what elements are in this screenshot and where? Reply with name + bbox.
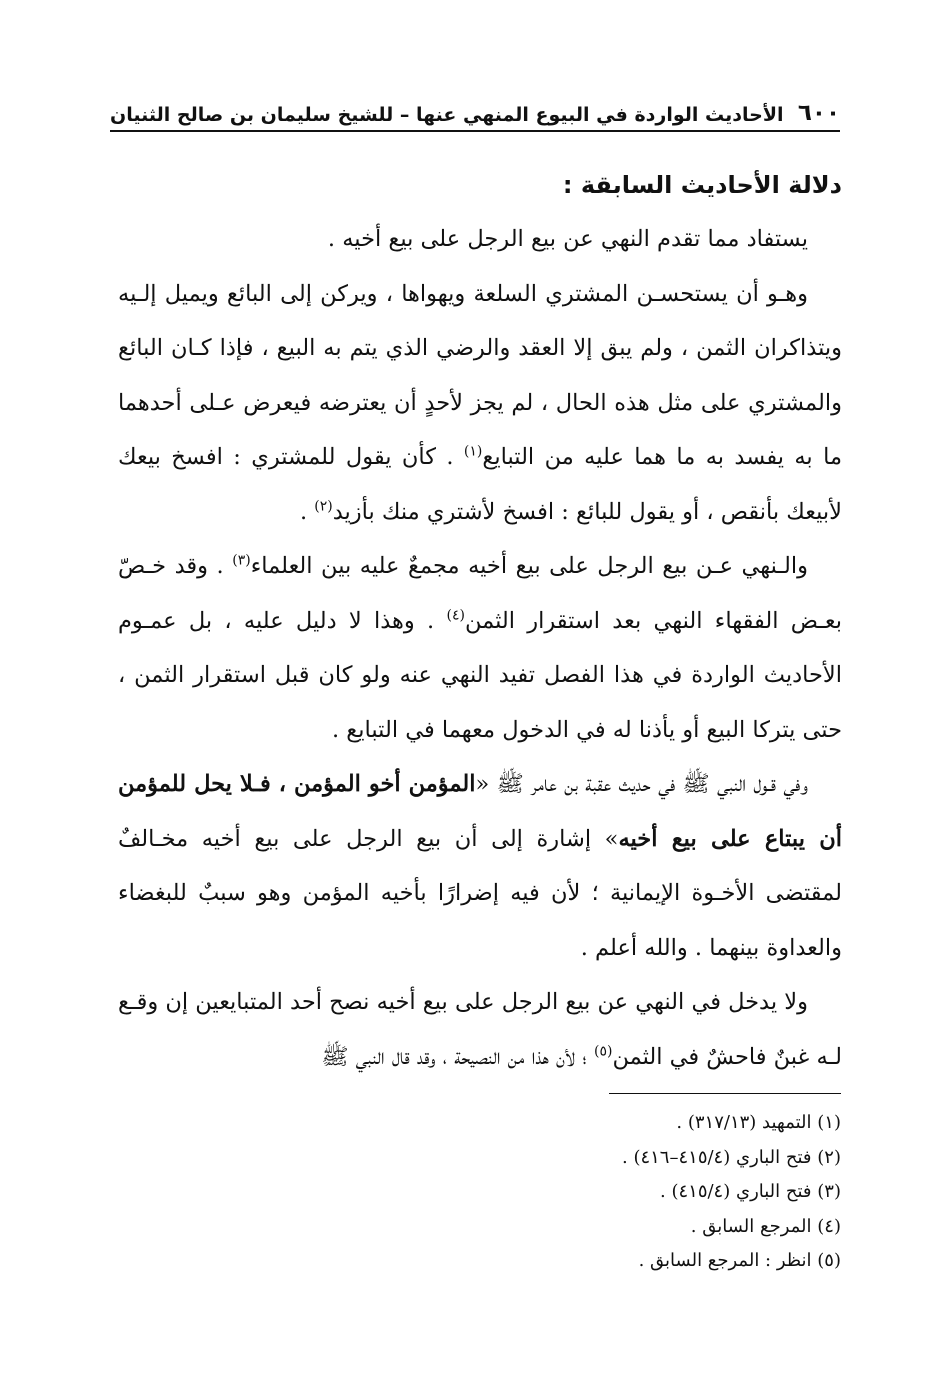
paragraph-3: [118, 539, 842, 757]
section-heading: دلالة الأحاديث السابقة :: [562, 171, 842, 199]
paragraph-3-text-a: والـنهي عـن بيع الرجل على بيع أخيه مجمعٌ عليه بين العلماء: [250, 553, 808, 579]
paragraph-5-text-b: ؛ لأن هذا من النصيحة ، وقد قال النبي ﷺ: [321, 1043, 594, 1070]
hadith-quote: المؤمن أخو المؤمن ، فـلا يحل للمؤمن أن يبتاع على بيع أخيه: [118, 771, 842, 852]
paragraph-2: [118, 267, 842, 540]
footnote-ref-1: (١): [463, 443, 483, 460]
footnote-separator: [609, 1093, 841, 1094]
paragraph-2-text-a: وهـو أن يستحسـن المشتري السلعة ويهواها ، ويركن إلى البائع ويميل إلـيه ويتذاكران الثمن ، ولم يبق إلا العقد والرضي الذي يتم به البيع ، فإذا كـان البائع والمشتري على مثل هذه الحال ، لم يجز لأحدٍ أن يعترضه فيعرض عـلى أحدهما ما به يفسد به ما هما عليه من التبايع: [118, 280, 842, 470]
footnote-1: (١) التمهيد (٣١٧/١٣) .: [676, 1112, 841, 1133]
footnote-ref-5: (٥): [593, 1043, 613, 1059]
footnote-ref-2: (٢): [314, 498, 333, 514]
paragraph-4: [118, 757, 842, 975]
main-text: [118, 158, 842, 1084]
paragraph-5-text-a: ولا يدخل في النهي عن بيع الرجل على بيع أخيه نصح أحد المتبايعين إن وقـع لـه غبنٌ فاحشٌ في الثمن: [118, 989, 842, 1070]
footnote-5: (٥) انظر : المرجع السابق .: [638, 1250, 841, 1271]
paragraph-4-text-a: وفي قـول النبي ﷺ في حديث عقبة بن عامر ﷺ «: [475, 771, 808, 797]
running-header: [110, 92, 840, 132]
paragraph-4-text-b: » إشارة إلى أن بيع الرجل على بيع أخيه مخـالفٌ لمقتضى الأخـوة الإيمانية ؛ لأن فيه إضرارًا بأخيه المؤمن وهو سببٌ للبغضاء والعداوة بينهما . والله أعلم .: [118, 825, 842, 961]
paragraph-1: يستفاد مما تقدم النهي عن بيع الرجل على بيع أخيه .: [327, 226, 808, 252]
header-title: الأحاديث الواردة في البيوع المنهي عنها – للشيخ سليمان بن صالح الثنيان: [110, 104, 784, 126]
footnote-3: (٣) فتح الباري (٤١٥/٤) .: [660, 1181, 841, 1202]
footnote-4: (٤) المرجع السابق .: [690, 1215, 841, 1237]
paragraph-3-text-b: . وقد خـصّ بعـض الفقهاء النهي بعد استقرار الثمن: [118, 553, 842, 634]
footnote-ref-4: (٤): [446, 607, 465, 623]
footnotes: [121, 1106, 841, 1279]
paragraph-5: [118, 975, 842, 1084]
page-number: ٦٠٠: [797, 100, 840, 126]
paragraph-2-text-b: . كأن يقول للمشتري : افسخ بيعك لأبيعك بأنقص ، أو يقول للبائع : افسخ لأشتري منك بأزيد: [118, 444, 842, 525]
paragraph-2-text-c: .: [299, 498, 315, 525]
paragraph-3-text-c: . وهذا لا دليل عليه ، بل عمـوم الأحاديث الواردة في هذا الفصل تفيد النهي عنه ولو كان قبل استقرار الثمن ، حتى يتركا البيع أو يأذنا له في الدخول معهما في التبايع .: [118, 607, 842, 743]
footnote-2: (٢) فتح الباري (٤١٥/٤–٤١٦) .: [622, 1146, 841, 1168]
footnote-ref-3: (٣): [232, 552, 251, 569]
